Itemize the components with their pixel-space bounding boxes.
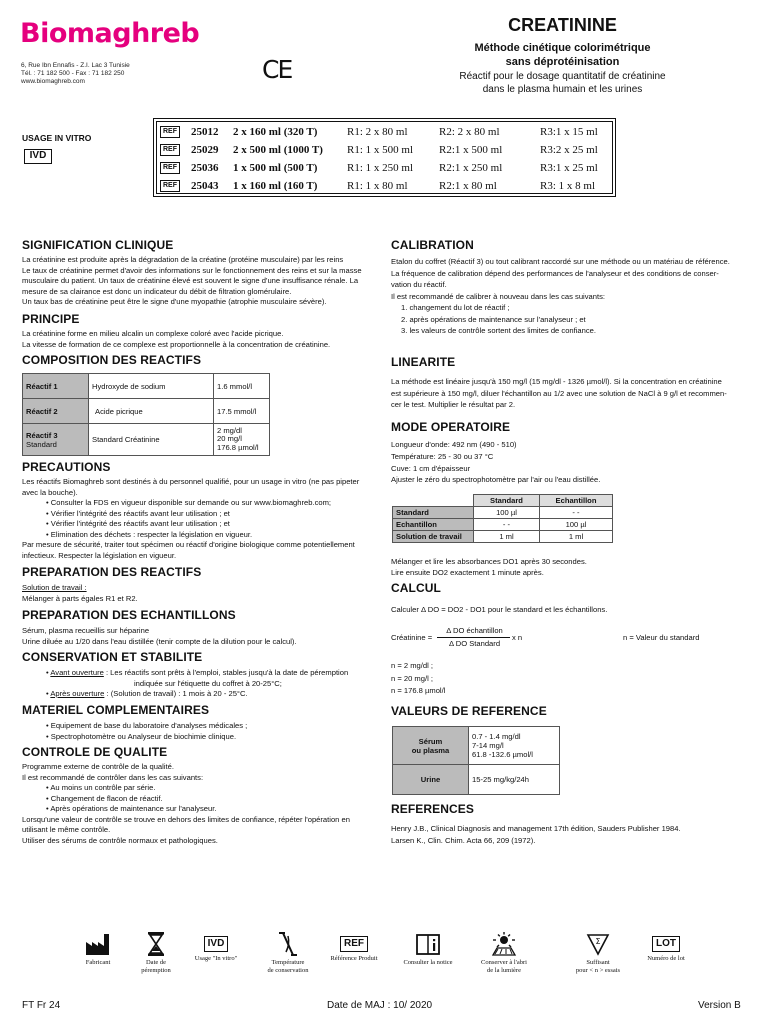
ref-r1: R1: 2 x 80 ml: [347, 126, 408, 138]
formula-mult: x n: [512, 633, 523, 642]
reagent-label: Réactif 1: [23, 374, 89, 399]
section-title-composition: COMPOSITION DES REACTIFS: [22, 353, 202, 367]
mode-table-row: Echantillon - - 100 µl: [393, 519, 613, 531]
ref-kit: 2 x 500 ml (1000 T): [233, 144, 323, 156]
reference-table: [153, 118, 616, 197]
ref-kit: 1 x 160 ml (160 T): [233, 180, 318, 192]
ref-row: [157, 160, 612, 178]
ref-kit: 2 x 160 ml (320 T): [233, 126, 318, 138]
section-title-principe: PRINCIPE: [22, 312, 80, 326]
calibration-text: Etalon du coffret (Réactif 3) ou tout calibrant raccordé sur une méthode ou un matériau de référence. La fréquence de calibration dépend des performances de l'analyseur et des conditions de conser- vation du réactif. Il est recommandé de calibrer à nouveau dans les cas suivants: 1. changement du lot de réactif ; 2. après opérations de maintenance sur l'analyseur ; et 3. les valeurs de contrôle sortent des limites de confiance.: [391, 257, 730, 335]
reagent-name: Standard Créatinine: [89, 424, 214, 456]
reagent-label: Réactif 2: [23, 399, 89, 424]
section-title-linearite: LINEARITE: [391, 355, 456, 369]
ref-r3: R3:1 x 25 ml: [540, 162, 598, 174]
symbol-temperature: Température de conservation: [258, 932, 318, 975]
references-text: Henry J.B., Clinical Diagnosis and management 17th édition, Sauders Publisher 1984. Larsen K., Clin. Chim. Acta 66, 209 (1972).: [391, 824, 681, 845]
reagent-row: [23, 399, 270, 424]
product-title: CREATININE: [508, 15, 617, 35]
mode-table-row: Standard 100 µl - -: [393, 507, 613, 519]
section-title-conservation: CONSERVATION ET STABILITE: [22, 650, 203, 664]
footer-doc-code: FT Fr 24: [22, 1000, 61, 1011]
temperature-icon: [275, 932, 301, 956]
linearite-text: La méthode est linéaire jusqu'à 150 mg/l (15 mg/dl - 1326 µmol/l). Si la concentration en créatinine est supérieure à 150 mg/l, diluer l'échantillon au 1/2 avec une solution de NaCl à 9 g/l et recommen- cer le test. Multiplier le résultat par 2.: [391, 377, 727, 409]
reagent-conc: 17.5 mmol/l: [214, 399, 270, 424]
symbol-manufacturer: Fabricant: [68, 932, 128, 967]
mode-table-header: Standard Echantillon: [393, 495, 613, 507]
reference-values-table: [392, 726, 560, 795]
ref-kit: 1 x 500 ml (500 T): [233, 162, 318, 174]
symbol-instructions: Consulter la notice: [398, 932, 458, 967]
section-title-mode: MODE OPERATOIRE: [391, 420, 511, 434]
formula-numerator: Δ DO échantillon: [446, 626, 503, 635]
factory-icon: [85, 932, 111, 956]
ref-code: 25029: [191, 144, 219, 156]
formula-bar: [437, 637, 510, 638]
section-title-references: REFERENCES: [391, 802, 475, 816]
product-description: Réactif pour le dosage quantitatif de créatinine dans le plasma humain et les urines: [459, 71, 666, 95]
reagent-conc: 1.6 mmol/l: [214, 374, 270, 399]
section-title-materiel: MATERIEL COMPLEMENTAIRES: [22, 703, 210, 717]
reagent-name: Hydroxyde de sodium: [89, 374, 214, 399]
symbol-tests: Σ Suffisant pour < n > essais: [568, 932, 628, 975]
ref-r2: R2:1 x 500 ml: [439, 144, 503, 156]
section-title-calibration: CALIBRATION: [391, 238, 474, 252]
svg-text:Σ: Σ: [595, 937, 601, 946]
ref-r3: R3:2 x 25 ml: [540, 144, 598, 156]
section-title-calcul: CALCUL: [391, 581, 441, 595]
precautions-text: Les réactifs Biomaghreb sont destinés à du personnel qualifié, pour un usage in vitro (ne pas pipeter avec la bouche). • Consulter la FDS en vigueur disponible sur demande ou sur www.biomaghreb.com; • Vérifier l'intégrité des réactifs avant leur utilisation ; et • Vérifier l'intégrité des réactifs avant leur utilisation ; et • Elimination des déchets : respecter la législation en vigueur. Par mesure de sécurité, traiter tout spécimen ou réactif d'origine biologique comme potentiellement infectieux. Respecter la législation en vigueur.: [22, 477, 360, 560]
ref-code: 25036: [191, 162, 219, 174]
footer-version: Version B: [698, 1000, 741, 1011]
ref-tag: REF: [160, 162, 180, 174]
ref-r1: R1: 1 x 500 ml: [347, 144, 414, 156]
ref-tag: REF: [160, 180, 180, 192]
ref-r2: R2: 2 x 80 ml: [439, 126, 500, 138]
ref-code: 25043: [191, 180, 219, 192]
reagent-name: Acide picrique: [89, 399, 214, 424]
ref-tag: REF: [160, 126, 180, 138]
lot-icon: LOT: [652, 936, 680, 952]
symbol-light: Conserver à l'abri de la lumière: [474, 932, 534, 975]
sun-icon: [490, 932, 518, 956]
ref-r1: R1: 1 x 80 ml: [347, 180, 408, 192]
reagent-label: Réactif 3 Standard: [23, 424, 89, 456]
ref-icon: REF: [340, 936, 368, 952]
mode-text: Longueur d'onde: 492 nm (490 - 510) Température: 25 - 30 ou 37 °C Cuve: 1 cm d'épaisseur Ajuster le zéro du spectrophotomètre par l'air ou l'eau distillée.: [391, 440, 601, 485]
hourglass-icon: [147, 932, 165, 956]
controle-text: Programme externe de contrôle de la qualité. Il est recommandé de contrôler dans les cas suivants: • Au moins un contrôle par série. • Changement de flacon de réactif. • Après opérations de maintenance sur l'analyseur. Lorsqu'une valeur de contrôle se trouve en dehors des limites de confiance, répéter l'opération en utilisant le même contrôle. Utiliser des sérums de contrôle normaux et pathologiques.: [22, 762, 350, 845]
ivd-badge: IVD: [24, 149, 52, 164]
ce-mark: CE: [262, 55, 292, 84]
section-title-preparation-echantillons: PREPARATION DES ECHANTILLONS: [22, 608, 236, 622]
signification-text: La créatinine est produite après la dégradation de la créatine (protéine musculaire) par les reins Le taux de créatinine permet d'avoir des informations sur le fonctionnement des reins et sur la masse musculaire du patient. Un taux de créatinine élevé est souvent le signe d'une insuffisance rénale. La mesure de sa clairance est donc un indicateur du débit de filtration glomérulaire. Un taux bas de créatinine peut être le signe d'une myopathie (atrophie musculaire sévère).: [22, 255, 362, 306]
ref-code: 25012: [191, 126, 219, 138]
reference-values-row: Sérum ou plasma 0.7 - 1.4 mg/dl 7-14 mg/l 61.8 -132.6 µmol/l: [393, 727, 560, 765]
mode-table-row: Solution de travail 1 ml 1 ml: [393, 531, 613, 543]
mode-after-text: Mélanger et lire les absorbances DO1 après 30 secondes. Lire ensuite DO2 exactement 1 minute après.: [391, 557, 587, 577]
reagents-table: [22, 373, 270, 456]
materiel-text: • Equipement de base du laboratoire d'analyses médicales ; • Spectrophotomètre ou Analyseur de biochimie clinique.: [46, 721, 248, 741]
brand-logo: Biomaghreb: [20, 18, 200, 49]
reagent-conc: 2 mg/dl 20 mg/l 176.8 µmol/l: [214, 424, 270, 456]
ref-r1: R1: 1 x 250 ml: [347, 162, 414, 174]
calcul-n-values: n = 2 mg/dl ; n = 20 mg/l ; n = 176.8 µmol/l: [391, 661, 446, 695]
symbol-ivd: IVD Usage "In vitro": [194, 938, 238, 962]
ref-r3: R3:1 x 15 ml: [540, 126, 598, 138]
product-subtitle: Méthode cinétique colorimétrique sans déprotéinisation: [474, 42, 651, 68]
reagent-row: [23, 374, 270, 399]
reference-values-row: Urine 15-25 mg/kg/24h: [393, 765, 560, 795]
mode-table: [392, 494, 613, 543]
ref-row: [157, 124, 612, 142]
section-title-valeurs: VALEURS DE REFERENCE: [391, 704, 547, 718]
ref-tag: REF: [160, 144, 180, 156]
symbol-lot: LOT Numéro de lot: [647, 938, 685, 962]
formula-denominator: Δ DO Standard: [448, 639, 501, 648]
section-title-signification: SIGNIFICATION CLINIQUE: [22, 238, 174, 252]
sigma-icon: [586, 932, 610, 956]
reagent-row: [23, 424, 270, 456]
preparation-reactifs-text: Solution de travail : Mélanger à parts égales R1 et R2.: [22, 583, 138, 603]
conservation-text: • Avant ouverture : Les réactifs sont prêts à l'emploi, stables jusqu'à la date de péremption indiquée sur l'étiquette du coffret à 20-25°C; • Après ouverture : (Solution de travail) : 1 mois à 20 - 25°C.: [46, 668, 349, 698]
ref-row: [157, 142, 612, 160]
company-address: 6, Rue Ibn Ennafis - Z.I. Lac 3 Tunisie Tél. : 71 182 500 - Fax : 71 182 250 www.biomaghreb.com: [21, 62, 130, 85]
symbol-ref: REF Référence Produit: [330, 938, 378, 962]
formula-lhs: Créatinine =: [391, 633, 433, 642]
ref-r2: R2:1 x 80 ml: [439, 180, 497, 192]
ref-r3: R3: 1 x 8 ml: [540, 180, 596, 192]
footer-update-date: Date de MAJ : 10/ 2020: [327, 1000, 433, 1011]
ref-r2: R2:1 x 250 ml: [439, 162, 503, 174]
calcul-intro: Calculer Δ DO = DO2 - DO1 pour le standard et les échantillons.: [391, 605, 608, 614]
ivd-icon: IVD: [204, 936, 229, 952]
book-icon: [415, 932, 441, 956]
section-title-precautions: PRECAUTIONS: [22, 460, 111, 474]
preparation-echantillons-text: Sérum, plasma recueillis sur héparine Urine diluée au 1/20 dans l'eau distillée (tenir compte de la dilution pour le calcul).: [22, 626, 297, 646]
ref-row: [157, 178, 612, 196]
formula-n-def: n = Valeur du standard: [623, 633, 700, 642]
symbol-expiry: Date de péremption: [126, 932, 186, 975]
section-title-preparation-reactifs: PREPARATION DES REACTIFS: [22, 565, 202, 579]
principe-text: La créatinine forme en milieu alcalin un complexe coloré avec l'acide picrique. La vitesse de formation de ce complexe est proportionnelle à la concentration de créatinine.: [22, 329, 331, 349]
section-title-controle: CONTROLE DE QUALITE: [22, 745, 168, 759]
usage-label: USAGE IN VITRO: [22, 133, 92, 143]
